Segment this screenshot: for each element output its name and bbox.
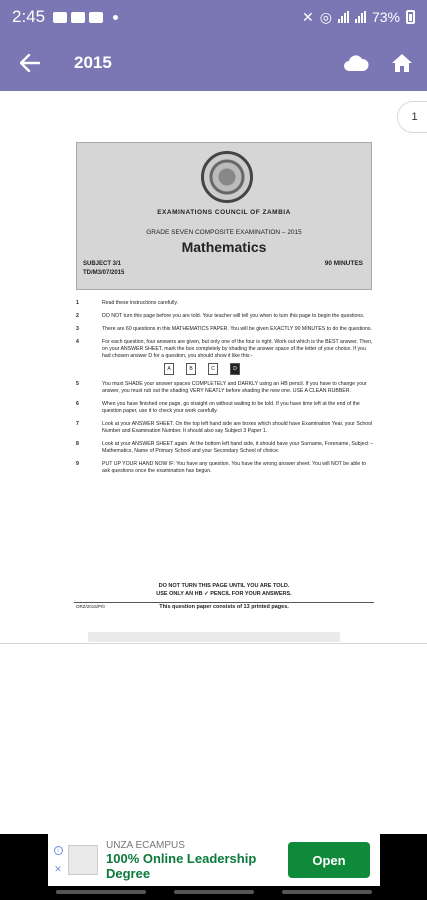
instruction-text: For each question, four answers are given, but only one of the four is right. Work out which is the BEST answer. Then, on your ANSWER SHEET, mark the box completely by shading the answer space of the letter of your choice. If you had chosen answer D for a question, you should show it like this:- [102,339,373,359]
back-arrow-icon[interactable] [0,34,60,91]
hotspot-icon: ◎ [319,8,332,25]
cloud-download-icon[interactable] [343,54,369,72]
instruction-text: PUT UP YOUR HAND NOW IF: You have any question. You have the wrong answer sheet. You will NOT be able to ask questions once the examination has begun. [102,461,367,474]
notification-icons [53,12,118,23]
instruction-item [74,421,374,435]
paper-reference: ORZ/2015/P/0 [76,604,105,609]
instruction-number: 6 [76,401,79,407]
instruction-number: 7 [76,421,79,427]
page-indicator[interactable]: 1 [397,101,427,133]
ad-headline: 100% Online Leadership Degree [106,850,257,881]
instruction-number: 8 [76,441,79,447]
instruction-number: 5 [76,381,79,387]
instruction-item [74,461,374,475]
instruction-item [74,401,374,415]
instruction-number: 3 [76,326,79,332]
choice-box-d-shaded: D [230,363,240,375]
instruction-item [74,381,374,395]
battery-icon [406,10,415,24]
nav-home-handle[interactable] [174,890,254,894]
youtube-notification-icon [89,12,103,23]
instruction-text: DO NOT turn this page before you are told. Your teacher will tell you when to turn this page to begin the questions. [102,313,365,319]
paper-footer-note [74,582,374,598]
subject-code-line1: SUBJECT 3/1 [83,261,122,267]
instruction-text: You must SHADE your answer spaces COMPLETELY and DARKLY using an HB pencil. If you have to change your answer, you must rub out the shading VERY NEATLY before shading the new one. USE A CLEAN RUBBER. [102,381,367,394]
instruction-number: 1 [76,300,79,306]
choice-box-a: A [164,363,174,375]
page-caption-bar [88,632,340,642]
ad-close-icon[interactable]: ✕ [54,864,62,874]
choice-box-c: C [208,363,218,375]
instruction-item [74,326,374,333]
more-notifications-dot [113,15,118,20]
coat-of-arms-icon [201,151,253,203]
subject-code-line2: TD/M3/07/2015 [83,270,125,276]
instruction-item [74,339,374,375]
subject-title: Mathematics [181,239,267,255]
signal-icon [338,11,349,23]
instruction-item [74,441,374,455]
paper-header [76,142,372,290]
council-name: EXAMINATIONS COUNCIL OF ZAMBIA [157,209,291,216]
page-title: 2015 [74,52,112,72]
footer-line-2: USE ONLY AN HB ✓ PENCIL FOR YOUR ANSWERS. [156,591,292,597]
ad-brand: UNZA ECAMPUS [106,839,185,851]
instruction-number: 4 [76,339,79,345]
instruction-number: 9 [76,461,79,467]
choice-box-b: B [186,363,196,375]
battery-percent: 73% [371,9,400,25]
instruction-item [74,300,374,307]
nav-recent-handle[interactable] [56,890,146,894]
ad-logo [68,845,98,875]
instruction-item [74,313,374,320]
video-notification-icon [53,12,67,23]
subject-code [83,260,124,278]
app-bar [0,34,427,91]
instruction-text: When you have finished one page, go straight on without waiting to be told. If you have time left at the end of the question paper, use it to check your work carefully. [102,401,360,414]
status-time: 2:45 [12,7,46,26]
answer-example-boxes [164,363,374,375]
instruction-text: There are 60 questions in this MATHEMATICS PAPER. You will be given EXACTLY 90 MINUTES to do the questions. [102,326,372,332]
system-icons [302,9,415,26]
nav-back-handle[interactable] [282,890,372,894]
exam-duration: 90 MINUTES [324,260,363,267]
home-icon[interactable] [391,52,413,74]
printed-pages-note: This question paper consists of 13 printed pages. [159,604,289,610]
mute-icon: ✕ [302,8,314,25]
footer-line-1: DO NOT TURN THIS PAGE UNTIL YOU ARE TOLD. [158,583,290,589]
instruction-number: 2 [76,313,79,319]
message-notification-icon [71,12,85,23]
exam-paper-page [74,140,374,615]
instruction-text: Read these instructions carefully. [102,300,179,306]
instruction-text: Look at your ANSWER SHEET again. At the bottom left hand side, it should have your Surname, Forename, Subject – Mathematics, Name of Primary School and your Secondary School of choice. [102,441,373,454]
footer-divider [74,602,374,603]
signal-2-icon [355,11,366,23]
ad-open-button[interactable]: Open [288,842,370,878]
instructions-list [74,300,374,481]
instruction-text: Look at your ANSWER SHEET. On the top left hand side are boxes which should have Examination Year, your School Number and Examination Number. It should also say Subject 3 Paper 1. [102,421,373,434]
exam-title: GRADE SEVEN COMPOSITE EXAMINATION – 2015 [146,229,302,236]
ad-banner[interactable] [48,834,380,886]
status-bar [0,0,427,34]
ad-info-icon[interactable]: i [54,846,63,855]
